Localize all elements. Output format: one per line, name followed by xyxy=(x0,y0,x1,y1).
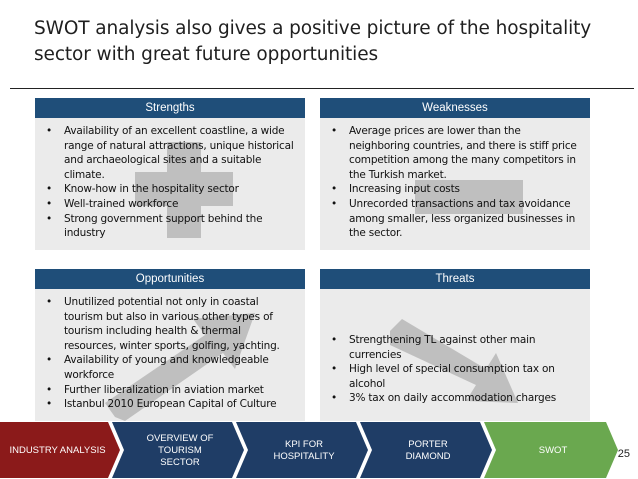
strengths-list xyxy=(35,118,305,247)
page-title xyxy=(34,16,614,68)
list-item: • Know-how in the hospitality sector xyxy=(35,182,295,197)
title-divider xyxy=(10,88,634,89)
nav-swot[interactable] xyxy=(496,422,610,479)
nav-label: OVERVIEW OF TOURISM xyxy=(146,432,214,456)
list-item: • Further liberalization in aviation market xyxy=(35,383,295,398)
list-item: • Strong government support behind the industry xyxy=(35,212,295,241)
list-item: • Strengthening TL against other main currencies xyxy=(320,333,580,362)
weaknesses-panel xyxy=(320,98,590,250)
list-item: • Average prices are lower than the neighboring countries, and there is stiff price competition among the many competitors in the Turkish market. xyxy=(320,124,580,182)
list-item: • Availability of an excellent coastline, a wide range of natural attractions, unique historical and archaeological sites and a suitable climate. xyxy=(35,124,295,182)
title-line-1: SWOT analysis also gives a positive picture of the hospitality xyxy=(34,18,592,39)
list-item: • Increasing input costs xyxy=(320,182,580,197)
title-line-2: sector with great future opportunities xyxy=(34,44,379,65)
page-number: 25 xyxy=(617,448,630,460)
list-item: • Istanbul 2010 European Capital of Culture xyxy=(35,397,295,412)
opportunities-list xyxy=(35,289,305,418)
weaknesses-list xyxy=(320,118,590,247)
nav-industry-analysis[interactable] xyxy=(0,422,115,479)
nav-label: KPI FOR xyxy=(284,438,323,450)
opportunities-panel xyxy=(35,269,305,421)
nav-overview-of-tourism-sector[interactable] xyxy=(124,422,236,479)
nav-label: PORTER xyxy=(408,438,448,450)
list-item: • Unrecorded transactions and tax avoidance among smaller, less organized businesses in the sector. xyxy=(320,197,580,241)
list-item: • Availability of young and knowledgeable workforce xyxy=(35,353,295,382)
threats-list xyxy=(320,289,590,412)
opportunities-heading: Opportunities xyxy=(35,269,305,289)
weaknesses-heading: Weaknesses xyxy=(320,98,590,118)
list-item: • Well-trained workforce xyxy=(35,197,295,212)
list-item: • 3% tax on daily accommodation charges xyxy=(320,391,580,406)
nav-label-sub: SECTOR xyxy=(160,456,200,468)
nav-label: SWOT xyxy=(538,444,568,456)
section-navigation xyxy=(0,422,638,479)
nav-label-sub: DIAMOND xyxy=(405,450,451,462)
threats-panel xyxy=(320,269,590,421)
nav-label: INDUSTRY ANALYSIS xyxy=(9,444,106,456)
list-item: • Unutilized potential not only in coastal tourism but also in various other types of tourism including health & thermal resources, winter sports, golfing, yachting. xyxy=(35,295,295,353)
nav-porter-diamond[interactable] xyxy=(372,422,484,479)
nav-kpi-for-hospitality[interactable] xyxy=(248,422,360,479)
strengths-heading: Strengths xyxy=(35,98,305,118)
nav-label-sub: HOSPITALITY xyxy=(273,450,335,462)
list-item: • High level of special consumption tax on alcohol xyxy=(320,362,580,391)
threats-heading: Threats xyxy=(320,269,590,289)
strengths-panel xyxy=(35,98,305,250)
